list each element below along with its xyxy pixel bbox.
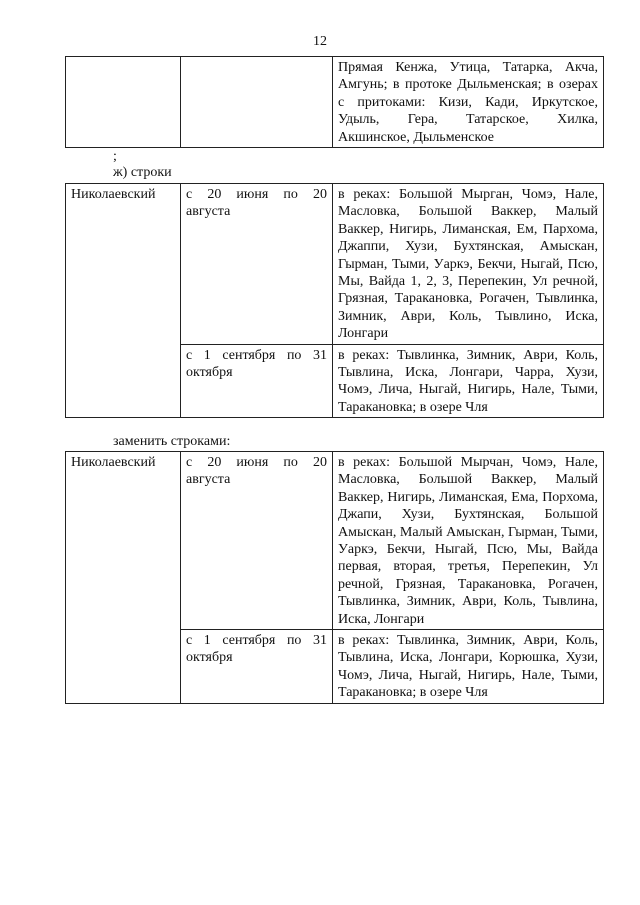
new-rows-table [65,451,604,704]
places-cell: в реках: Тывлинка, Зимник, Аври, Коль, Тывлина, Иска, Лонгари, Корюшка, Хузи, Чомэ, Лича, Ныгай, Нигирь, Нале, Тыми, Таракановка; в озере Чля [333,630,604,704]
period-cell [181,57,333,148]
region-cell: Николаевский [66,452,181,704]
period-cell: с 20 июня по 20 августа [181,452,333,630]
places-cell: Прямая Кенжа, Утица, Татарка, Акча, Амгунь; в протоке Дыльменская; в озерах с притоками: Кизи, Кади, Иркутское, Удыль, Гера, Татарское, Хилка, Акшинское, Дыльменское [333,57,604,148]
region-cell [66,57,181,148]
period-cell: с 20 июня по 20 августа [181,184,333,345]
region-cell: Николаевский [66,184,181,418]
places-cell: в реках: Большой Мырчан, Чомэ, Нале, Масловка, Большой Ваккер, Малый Ваккер, Нигирь, Лиманская, Ема, Порхома, Джапи, Хузи, Бухтянская, Большой Амыскан, Малый Амыскан, Гырман, Тыми, Уаркэ, Бекчи, Ныгай, Псю, Мы, Вайда первая, вторая, третья, Перепекин, Ул речной, Грязная, Таракановка, Рогачен, Тывлинка, Зимник, Аври, Коль, Тывлина, Иска, Лонгари [333,452,604,630]
places-cell: в реках: Тывлинка, Зимник, Аври, Коль, Тывлина, Иска, Лонгари, Чарра, Хузи, Чомэ, Лича, Ныгай, Нигирь, Нале, Тыми, Таракановка; в озере Чля [333,344,604,418]
places-cell: в реках: Большой Мырган, Чомэ, Нале, Масловка, Большой Ваккер, Малый Ваккер, Нигирь, Лиманская, Ем, Пархома, Джаппи, Хузи, Бухтянская, Амыскан, Гырман, Тыми, Уаркэ, Бекчи, Ныгай, Псю, Мы, Вайда 1, 2, 3, Перепекин, Ул речной, Грязная, Таракановка, Рогачен, Тывлинка, Зимник, Аври, Коль, Тывлино, Иска, Лонгари [333,184,604,345]
old-rows-table [65,183,604,418]
period-cell: с 1 сентября по 31 октября [181,344,333,418]
replace-label: заменить строками: [113,434,231,449]
table-row [66,57,604,148]
period-cell: с 1 сентября по 31 октября [181,630,333,704]
semicolon-mark: ; [113,149,117,164]
page-number: 12 [313,34,327,49]
table-row [66,184,604,345]
section-label-g: ж) строки [113,165,172,180]
continuation-table [65,56,604,148]
table-row [66,452,604,630]
